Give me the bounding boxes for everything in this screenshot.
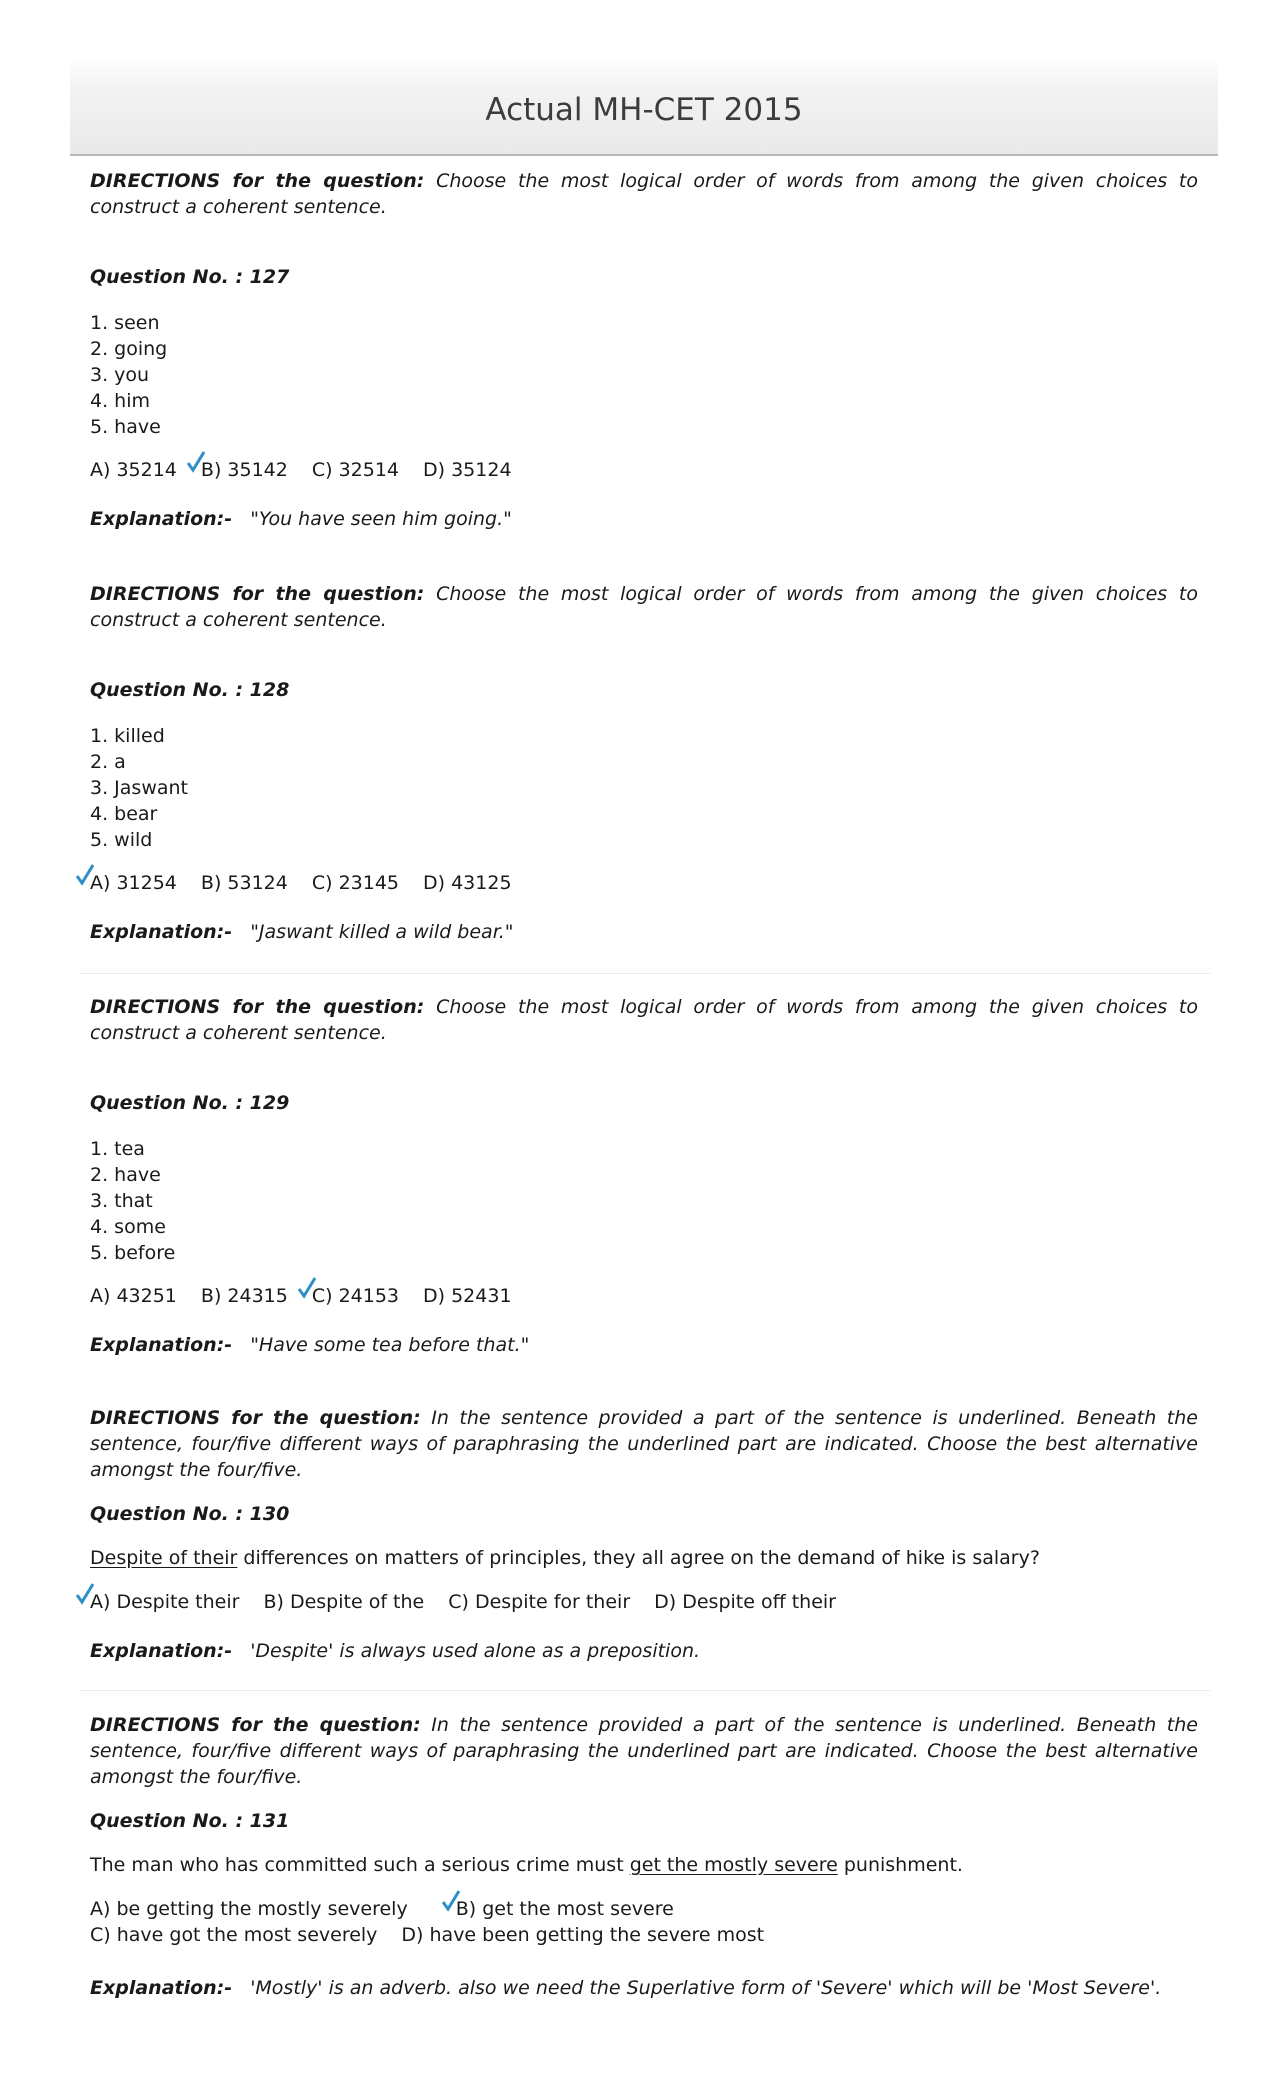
- question-sentence: [90, 1547, 1040, 1569]
- list-item: 2. a: [90, 751, 126, 773]
- sentence-before: The man who has committed such a serious crime must: [90, 1854, 630, 1876]
- list-item: 5. before: [90, 1242, 176, 1264]
- directions: [90, 1712, 1198, 1790]
- list-item: 1. tea: [90, 1138, 145, 1160]
- answer-options: [90, 1283, 536, 1309]
- section-divider: [80, 973, 1210, 974]
- directions-text: Choose the most logical order of words from among the given choices to construct a coherent sentence.: [90, 170, 1198, 218]
- explanation: [90, 921, 514, 943]
- explanation: [90, 508, 512, 530]
- list-item: 1. seen: [90, 312, 160, 334]
- explanation-text: 'Despite' is always used alone as a preposition.: [250, 1640, 701, 1662]
- list-item: 4. him: [90, 390, 150, 412]
- option-d[interactable]: D) 43125: [423, 872, 512, 894]
- directions-label: DIRECTIONS for the question:: [90, 996, 425, 1018]
- directions-label: DIRECTIONS for the question:: [90, 583, 425, 605]
- explanation-text: "Have some tea before that.": [250, 1334, 530, 1356]
- option-a[interactable]: A) 35214: [90, 459, 177, 481]
- list-item: 3. you: [90, 364, 150, 386]
- option-c[interactable]: C) 23145: [311, 872, 400, 894]
- directions-text: In the sentence provided a part of the sentence is underlined. Beneath the sentence, four/five different ways of paraphrasing the underlined part are indicated. Choose the best alternative amongst the four/five.: [90, 1407, 1198, 1481]
- option-b[interactable]: B) 53124: [200, 872, 288, 894]
- option-b[interactable]: B) 24315: [200, 1285, 288, 1307]
- question-sentence: [90, 1854, 963, 1876]
- directions-text: Choose the most logical order of words from among the given choices to construct a coherent sentence.: [90, 583, 1198, 631]
- explanation-text: 'Mostly' is an adverb. also we need the Superlative form of 'Severe' which will be 'Most Severe'.: [250, 1977, 1162, 1999]
- answer-options: [90, 1589, 860, 1615]
- option-a[interactable]: A) be getting the mostly severely: [90, 1898, 408, 1920]
- option-c[interactable]: [312, 1283, 399, 1309]
- option-a[interactable]: [90, 1589, 239, 1615]
- directions: [90, 581, 1198, 633]
- list-item: 5. wild: [90, 829, 153, 851]
- answer-options: [90, 1896, 990, 1948]
- underlined-phrase: get the mostly severe: [629, 1854, 838, 1876]
- explanation: [90, 1977, 1161, 1999]
- question-number: Question No. : 130: [90, 1503, 290, 1525]
- option-label: B) get the most severe: [455, 1898, 674, 1920]
- directions: [90, 994, 1198, 1046]
- list-item: 1. killed: [90, 725, 165, 747]
- question-number: Question No. : 131: [90, 1810, 290, 1832]
- explanation-text: "Jaswant killed a wild bear.": [250, 921, 514, 943]
- underlined-phrase: Despite of their: [90, 1547, 238, 1569]
- option-c[interactable]: C) 32514: [311, 459, 400, 481]
- question-block-129: [90, 994, 1198, 1356]
- question-number: Question No. : 129: [90, 1092, 290, 1114]
- option-a[interactable]: A) 43251: [90, 1285, 177, 1307]
- option-d[interactable]: D) Despite off their: [654, 1591, 836, 1613]
- option-label: A) 31254: [90, 872, 177, 894]
- option-b[interactable]: B) Despite of the: [263, 1591, 425, 1613]
- list-item: 4. some: [90, 1216, 166, 1238]
- explanation: [90, 1334, 529, 1356]
- list-item: 4. bear: [90, 803, 158, 825]
- sentence-after: punishment.: [837, 1854, 963, 1876]
- directions-label: DIRECTIONS for the question:: [90, 1714, 421, 1736]
- directions-label: DIRECTIONS for the question:: [90, 1407, 421, 1429]
- sentence-after: differences on matters of principles, they all agree on the demand of hike is salary?: [237, 1547, 1040, 1569]
- list-item: 3. that: [90, 1190, 153, 1212]
- section-divider: [80, 1690, 1210, 1691]
- explanation-label: Explanation:-: [90, 1334, 233, 1356]
- explanation-label: Explanation:-: [90, 921, 233, 943]
- explanation-label: Explanation:-: [90, 508, 233, 530]
- explanation-text: "You have seen him going.": [250, 508, 512, 530]
- option-c[interactable]: C) have got the most severely: [90, 1924, 378, 1946]
- directions-text: Choose the most logical order of words from among the given choices to construct a coherent sentence.: [90, 996, 1198, 1044]
- directions-label: DIRECTIONS for the question:: [90, 170, 425, 192]
- answer-options: [90, 457, 536, 483]
- word-list: [90, 723, 188, 853]
- option-c[interactable]: C) Despite for their: [448, 1591, 631, 1613]
- list-item: 5. have: [90, 416, 161, 438]
- explanation: [90, 1640, 700, 1662]
- option-a[interactable]: [90, 870, 177, 896]
- question-content: [90, 0, 1198, 2100]
- word-list: [90, 310, 167, 440]
- option-label: C) 24153: [311, 1285, 400, 1307]
- question-block-127: [90, 168, 1198, 530]
- question-block-128: [90, 581, 1198, 943]
- question-number: Question No. : 127: [90, 266, 290, 288]
- option-label: A) Despite their: [90, 1591, 240, 1613]
- directions: [90, 168, 1198, 220]
- option-d[interactable]: D) 35124: [423, 459, 512, 481]
- directions: [90, 1405, 1198, 1483]
- list-item: 2. going: [90, 338, 168, 360]
- option-d[interactable]: D) 52431: [423, 1285, 512, 1307]
- option-b[interactable]: [201, 457, 288, 483]
- answer-options: [90, 870, 536, 896]
- explanation-label: Explanation:-: [90, 1640, 233, 1662]
- question-block-130: [90, 1405, 1198, 1662]
- option-b[interactable]: [456, 1896, 674, 1922]
- directions-text: In the sentence provided a part of the sentence is underlined. Beneath the sentence, four/five different ways of paraphrasing the underlined part are indicated. Choose the best alternative amongst the four/five.: [90, 1714, 1198, 1788]
- page-title: Actual MH-CET 2015: [485, 92, 803, 128]
- explanation-label: Explanation:-: [90, 1977, 233, 1999]
- question-number: Question No. : 128: [90, 679, 290, 701]
- word-list: [90, 1136, 175, 1266]
- list-item: 3. Jaswant: [90, 777, 188, 799]
- list-item: 2. have: [90, 1164, 161, 1186]
- option-label: B) 35142: [200, 459, 288, 481]
- question-block-131: [90, 1712, 1198, 1999]
- option-d[interactable]: D) have been getting the severe most: [401, 1924, 765, 1946]
